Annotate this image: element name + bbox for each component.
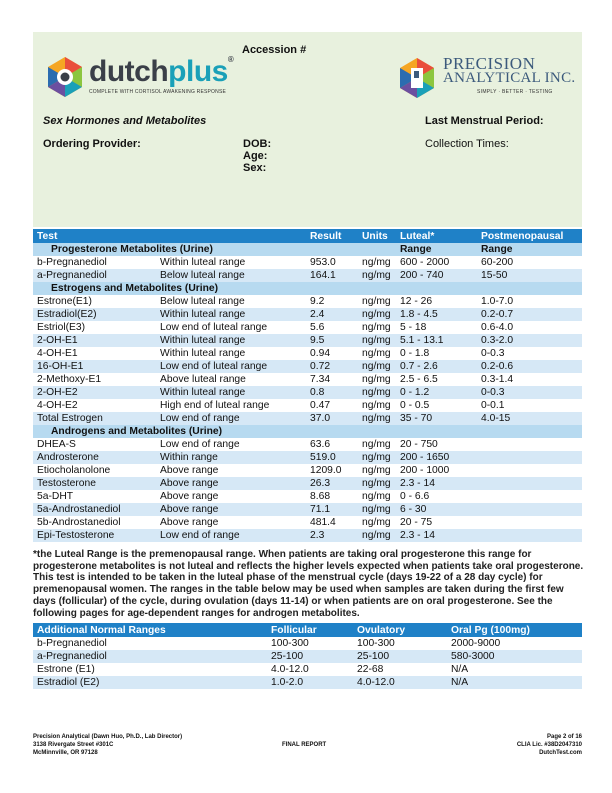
col-test: Test bbox=[33, 229, 156, 243]
result-value: 71.1 bbox=[306, 503, 358, 516]
test-name: 4-OH-E1 bbox=[37, 348, 78, 359]
table-row bbox=[33, 308, 582, 321]
units: ng/mg bbox=[358, 360, 396, 373]
luteal-range: 200 - 1650 bbox=[396, 451, 477, 464]
test-name: 5b-Androstanediol bbox=[37, 517, 121, 528]
postmenopausal-range bbox=[477, 529, 582, 542]
status: Low end of range bbox=[156, 529, 306, 542]
test-name: 2-OH-E2 bbox=[33, 386, 156, 399]
status: Low end of luteal range bbox=[156, 360, 306, 373]
table-row bbox=[33, 503, 582, 516]
result-value: 519.0 bbox=[306, 451, 358, 464]
section-title: Progesterone Metabolites (Urine) bbox=[33, 243, 396, 256]
luteal-range: 5.1 - 13.1 bbox=[396, 334, 477, 347]
luteal-range: 600 - 2000 bbox=[400, 257, 450, 268]
col-follicular: Follicular bbox=[267, 623, 353, 637]
units: ng/mg bbox=[358, 529, 396, 542]
result-value: 481.4 bbox=[310, 517, 336, 528]
table-row bbox=[33, 321, 582, 334]
col-result: Result bbox=[306, 229, 358, 243]
section-header-row bbox=[33, 282, 582, 295]
table-row bbox=[33, 399, 582, 412]
test-name: 16-OH-E1 bbox=[33, 360, 156, 373]
postmenopausal-range-label bbox=[477, 282, 582, 295]
age-label: Age: bbox=[243, 150, 268, 162]
status: Above range bbox=[160, 517, 219, 528]
units: ng/mg bbox=[358, 308, 396, 321]
collection-times-label: Collection Times: bbox=[425, 138, 509, 150]
test-name: 4-OH-E2 bbox=[37, 400, 78, 411]
accession-label: Accession # bbox=[242, 44, 307, 56]
table-row bbox=[33, 451, 582, 464]
result-value: 953.0 bbox=[310, 257, 336, 268]
postmenopausal-range bbox=[477, 477, 582, 490]
result-value: 9.5 bbox=[306, 334, 358, 347]
units: ng/mg bbox=[362, 491, 391, 502]
luteal-range-label bbox=[396, 425, 477, 438]
footer-city: McMinnville, OR 97128 bbox=[33, 750, 98, 756]
table-row bbox=[33, 477, 582, 490]
table-row bbox=[33, 438, 582, 451]
luteal-range: 0 - 1.8 bbox=[400, 348, 430, 359]
ovulatory-range: 4.0-12.0 bbox=[353, 676, 447, 689]
footer-final-report: FINAL REPORT bbox=[282, 742, 327, 748]
footer-website: DutchTest.com bbox=[539, 750, 582, 756]
test-name: 2-Methoxy-E1 bbox=[37, 374, 102, 385]
footer-page-info bbox=[517, 733, 582, 757]
units: ng/mg bbox=[358, 334, 396, 347]
result-value: 164.1 bbox=[306, 269, 358, 282]
result-value: 0.8 bbox=[306, 386, 358, 399]
postmenopausal-range-label: Range bbox=[477, 243, 582, 256]
precision-analytical-logo bbox=[397, 56, 582, 100]
postmenopausal-range bbox=[477, 503, 582, 516]
status: Low end of range bbox=[156, 412, 306, 425]
postmenopausal-range: 0.3-1.4 bbox=[481, 374, 514, 385]
test-name: Epi-Testosterone bbox=[33, 529, 156, 542]
results-table bbox=[33, 229, 582, 542]
postmenopausal-range: 0.3-2.0 bbox=[477, 334, 582, 347]
postmenopausal-range: 15-50 bbox=[477, 269, 582, 282]
precision-hexagon-icon bbox=[397, 56, 437, 100]
sex-label: Sex: bbox=[243, 162, 267, 174]
status: Within range bbox=[156, 451, 306, 464]
follicular-range: 25-100 bbox=[267, 650, 353, 663]
postmenopausal-range bbox=[477, 464, 582, 477]
precision-wordmark: PRECISION ANALYTICAL INC. bbox=[443, 54, 576, 86]
luteal-range: 2.3 - 14 bbox=[396, 529, 477, 542]
table-row bbox=[33, 386, 582, 399]
units: ng/mg bbox=[358, 412, 396, 425]
test-name: DHEA-S bbox=[37, 439, 76, 450]
status: Within luteal range bbox=[156, 308, 306, 321]
status: Low end of luteal range bbox=[160, 322, 268, 333]
result-value: 37.0 bbox=[306, 412, 358, 425]
additional-header-row bbox=[33, 623, 582, 637]
section-title: Sex Hormones and Metabolites bbox=[43, 115, 207, 127]
luteal-footnote: *the Luteal Range is the premenopausal range. When patients are taking oral progesterone this range for progesterone metabolites is not luteal and reflects the higher levels expected when patients take oral progesterone. This test is intended to be taken in the luteal phase of the menstrual cycle (days 19-22 of a 28 day cycle) for premenopausal women. The ranges in the table below may be used when samples are taken during the first few days (follicular) of the cycle, during ovulation (days 11-14) or when patients are on oral progesterone. See the following pages for age-dependent ranges for androgen metabolites. bbox=[33, 549, 584, 619]
luteal-range: 0 - 1.2 bbox=[396, 386, 477, 399]
luteal-range: 35 - 70 bbox=[396, 412, 477, 425]
status: Above range bbox=[156, 503, 306, 516]
postmenopausal-range bbox=[477, 438, 582, 451]
follicular-range: 4.0-12.0 bbox=[271, 664, 309, 675]
status: Above luteal range bbox=[160, 374, 246, 385]
units: ng/mg bbox=[358, 477, 396, 490]
units: ng/mg bbox=[358, 451, 396, 464]
footer-street: 3138 Rivergate Street #301C bbox=[33, 742, 114, 748]
units: ng/mg bbox=[362, 348, 391, 359]
dutch-hexagon-icon bbox=[45, 55, 85, 99]
units: ng/mg bbox=[358, 269, 396, 282]
postmenopausal-range bbox=[477, 490, 582, 503]
ovulatory-range: 25-100 bbox=[353, 650, 447, 663]
range-name: Estradiol (E2) bbox=[33, 676, 267, 689]
result-value: 5.6 bbox=[310, 322, 325, 333]
postmenopausal-range: 0-0.3 bbox=[477, 386, 582, 399]
range-name: a-Pregnanediol bbox=[33, 650, 267, 663]
test-name: Estradiol(E2) bbox=[33, 308, 156, 321]
status: Above range bbox=[156, 477, 306, 490]
test-name: 5a-DHT bbox=[37, 491, 74, 502]
result-value: 26.3 bbox=[306, 477, 358, 490]
oral-pg-range: N/A bbox=[447, 676, 582, 689]
units: ng/mg bbox=[358, 503, 396, 516]
oral-pg-range: 580-3000 bbox=[447, 650, 582, 663]
test-name: Androsterone bbox=[33, 451, 156, 464]
units: ng/mg bbox=[362, 322, 391, 333]
luteal-range: 2.3 - 14 bbox=[396, 477, 477, 490]
postmenopausal-range: 0-0.3 bbox=[481, 348, 505, 359]
status: Below luteal range bbox=[160, 296, 245, 307]
section-header-row bbox=[33, 425, 582, 438]
luteal-range: 200 - 1000 bbox=[400, 465, 450, 476]
footer-clia: CLIA Lic. #38D2047310 bbox=[516, 742, 582, 748]
table-row bbox=[33, 490, 582, 503]
postmenopausal-range: 4.0-15 bbox=[477, 412, 582, 425]
table-row bbox=[33, 464, 582, 477]
status: Within luteal range bbox=[160, 257, 246, 268]
table-row bbox=[33, 347, 582, 360]
units: ng/mg bbox=[362, 257, 391, 268]
luteal-range: 200 - 740 bbox=[396, 269, 477, 282]
postmenopausal-range-label bbox=[477, 425, 582, 438]
units: ng/mg bbox=[362, 400, 391, 411]
luteal-range-label bbox=[396, 282, 477, 295]
dutch-tagline: COMPLETE WITH CORTISOL AWAKENING RESPONSE bbox=[89, 89, 227, 95]
luteal-range: 0.7 - 2.6 bbox=[396, 360, 477, 373]
result-value: 8.68 bbox=[310, 491, 331, 502]
results-header-row bbox=[33, 229, 582, 243]
table-row bbox=[33, 269, 582, 282]
status: Within luteal range bbox=[156, 334, 306, 347]
status: Within luteal range bbox=[156, 386, 306, 399]
table-row bbox=[33, 676, 582, 689]
oral-pg-range: 2000-9000 bbox=[451, 638, 501, 649]
units: ng/mg bbox=[362, 465, 391, 476]
result-value: 0.47 bbox=[310, 400, 331, 411]
table-row bbox=[33, 334, 582, 347]
last-period-label: Last Menstrual Period: bbox=[425, 115, 544, 127]
table-row bbox=[33, 412, 582, 425]
test-name: Total Estrogen bbox=[33, 412, 156, 425]
table-row bbox=[33, 360, 582, 373]
additional-ranges-table bbox=[33, 623, 582, 689]
test-name: b-Pregnanediol bbox=[37, 257, 107, 268]
luteal-range: 20 - 750 bbox=[400, 439, 438, 450]
table-row bbox=[33, 295, 582, 308]
result-value: 0.72 bbox=[306, 360, 358, 373]
luteal-range: 0 - 0.5 bbox=[400, 400, 430, 411]
postmenopausal-range bbox=[477, 451, 582, 464]
postmenopausal-range: 0.6-4.0 bbox=[481, 322, 514, 333]
postmenopausal-range: 0.2-0.6 bbox=[477, 360, 582, 373]
status: High end of luteal range bbox=[160, 400, 270, 411]
status: Below luteal range bbox=[156, 269, 306, 282]
table-row bbox=[33, 637, 582, 650]
table-row bbox=[33, 516, 582, 529]
precision-tagline: SIMPLY · BETTER · TESTING bbox=[477, 89, 553, 95]
test-name: a-Pregnanediol bbox=[33, 269, 156, 282]
test-name: Estriol(E3) bbox=[37, 322, 86, 333]
result-value: 63.6 bbox=[310, 439, 331, 450]
postmenopausal-range bbox=[477, 516, 582, 529]
footer-lab-info bbox=[33, 733, 182, 757]
dutch-plus-wordmark: dutchplus® bbox=[89, 55, 234, 88]
test-name: 2-OH-E1 bbox=[33, 334, 156, 347]
range-name: Estrone (E1) bbox=[37, 664, 95, 675]
units: ng/mg bbox=[358, 386, 396, 399]
luteal-range: 12 - 26 bbox=[400, 296, 433, 307]
result-value: 9.2 bbox=[310, 296, 325, 307]
status: Low end of range bbox=[160, 439, 240, 450]
status: Above range bbox=[160, 491, 219, 502]
status: Within luteal range bbox=[160, 348, 246, 359]
luteal-range: 0 - 6.6 bbox=[400, 491, 430, 502]
postmenopausal-range: 0.2-0.7 bbox=[477, 308, 582, 321]
test-name: Testosterone bbox=[33, 477, 156, 490]
units: ng/mg bbox=[362, 296, 391, 307]
col-postmenopausal: Postmenopausal bbox=[477, 229, 582, 243]
follicular-range: 1.0-2.0 bbox=[267, 676, 353, 689]
table-row bbox=[33, 650, 582, 663]
dutch-plus-logo bbox=[45, 55, 234, 99]
units: ng/mg bbox=[362, 517, 391, 528]
ordering-provider-label: Ordering Provider: bbox=[43, 138, 141, 150]
status: Above range bbox=[160, 465, 219, 476]
test-name: Estrone(E1) bbox=[37, 296, 92, 307]
test-name: Etiocholanolone bbox=[37, 465, 111, 476]
postmenopausal-range: 0-0.1 bbox=[481, 400, 505, 411]
result-value: 1209.0 bbox=[310, 465, 342, 476]
luteal-range-label: Range bbox=[396, 243, 477, 256]
result-value: 7.34 bbox=[310, 374, 331, 385]
dob-label: DOB: bbox=[243, 138, 272, 150]
section-title: Androgens and Metabolites (Urine) bbox=[33, 425, 396, 438]
follicular-range: 100-300 bbox=[271, 638, 309, 649]
table-row bbox=[33, 373, 582, 386]
section-header-row bbox=[33, 243, 582, 256]
footer-page-number: Page 2 of 16 bbox=[546, 734, 582, 740]
result-value: 2.3 bbox=[306, 529, 358, 542]
result-value: 2.4 bbox=[306, 308, 358, 321]
table-row bbox=[33, 663, 582, 676]
luteal-range: 5 - 18 bbox=[400, 322, 427, 333]
units: ng/mg bbox=[362, 374, 391, 385]
ovulatory-range: 100-300 bbox=[357, 638, 395, 649]
result-value: 0.94 bbox=[310, 348, 331, 359]
col-ovulatory: Ovulatory bbox=[353, 623, 447, 637]
postmenopausal-range: 1.0-7.0 bbox=[481, 296, 514, 307]
luteal-range: 2.5 - 6.5 bbox=[400, 374, 438, 385]
col-additional-name: Additional Normal Ranges bbox=[33, 623, 267, 637]
luteal-range: 20 - 75 bbox=[400, 517, 433, 528]
col-units: Units bbox=[358, 229, 396, 243]
table-row bbox=[33, 256, 582, 269]
section-title: Estrogens and Metabolites (Urine) bbox=[33, 282, 396, 295]
test-name: 5a-Androstanediol bbox=[33, 503, 156, 516]
col-luteal: Luteal* bbox=[396, 229, 477, 243]
units: ng/mg bbox=[362, 439, 391, 450]
col-oral-pg: Oral Pg (100mg) bbox=[447, 623, 582, 637]
luteal-range: 1.8 - 4.5 bbox=[396, 308, 477, 321]
col-status bbox=[156, 229, 306, 243]
table-row bbox=[33, 529, 582, 542]
oral-pg-range: N/A bbox=[451, 664, 469, 675]
footer-lab-director: Precision Analytical (Dawn Huo, Ph.D., Lab Director) bbox=[33, 734, 183, 740]
ovulatory-range: 22-68 bbox=[357, 664, 384, 675]
range-name: b-Pregnanediol bbox=[37, 638, 107, 649]
luteal-range: 6 - 30 bbox=[396, 503, 477, 516]
postmenopausal-range: 60-200 bbox=[481, 257, 514, 268]
